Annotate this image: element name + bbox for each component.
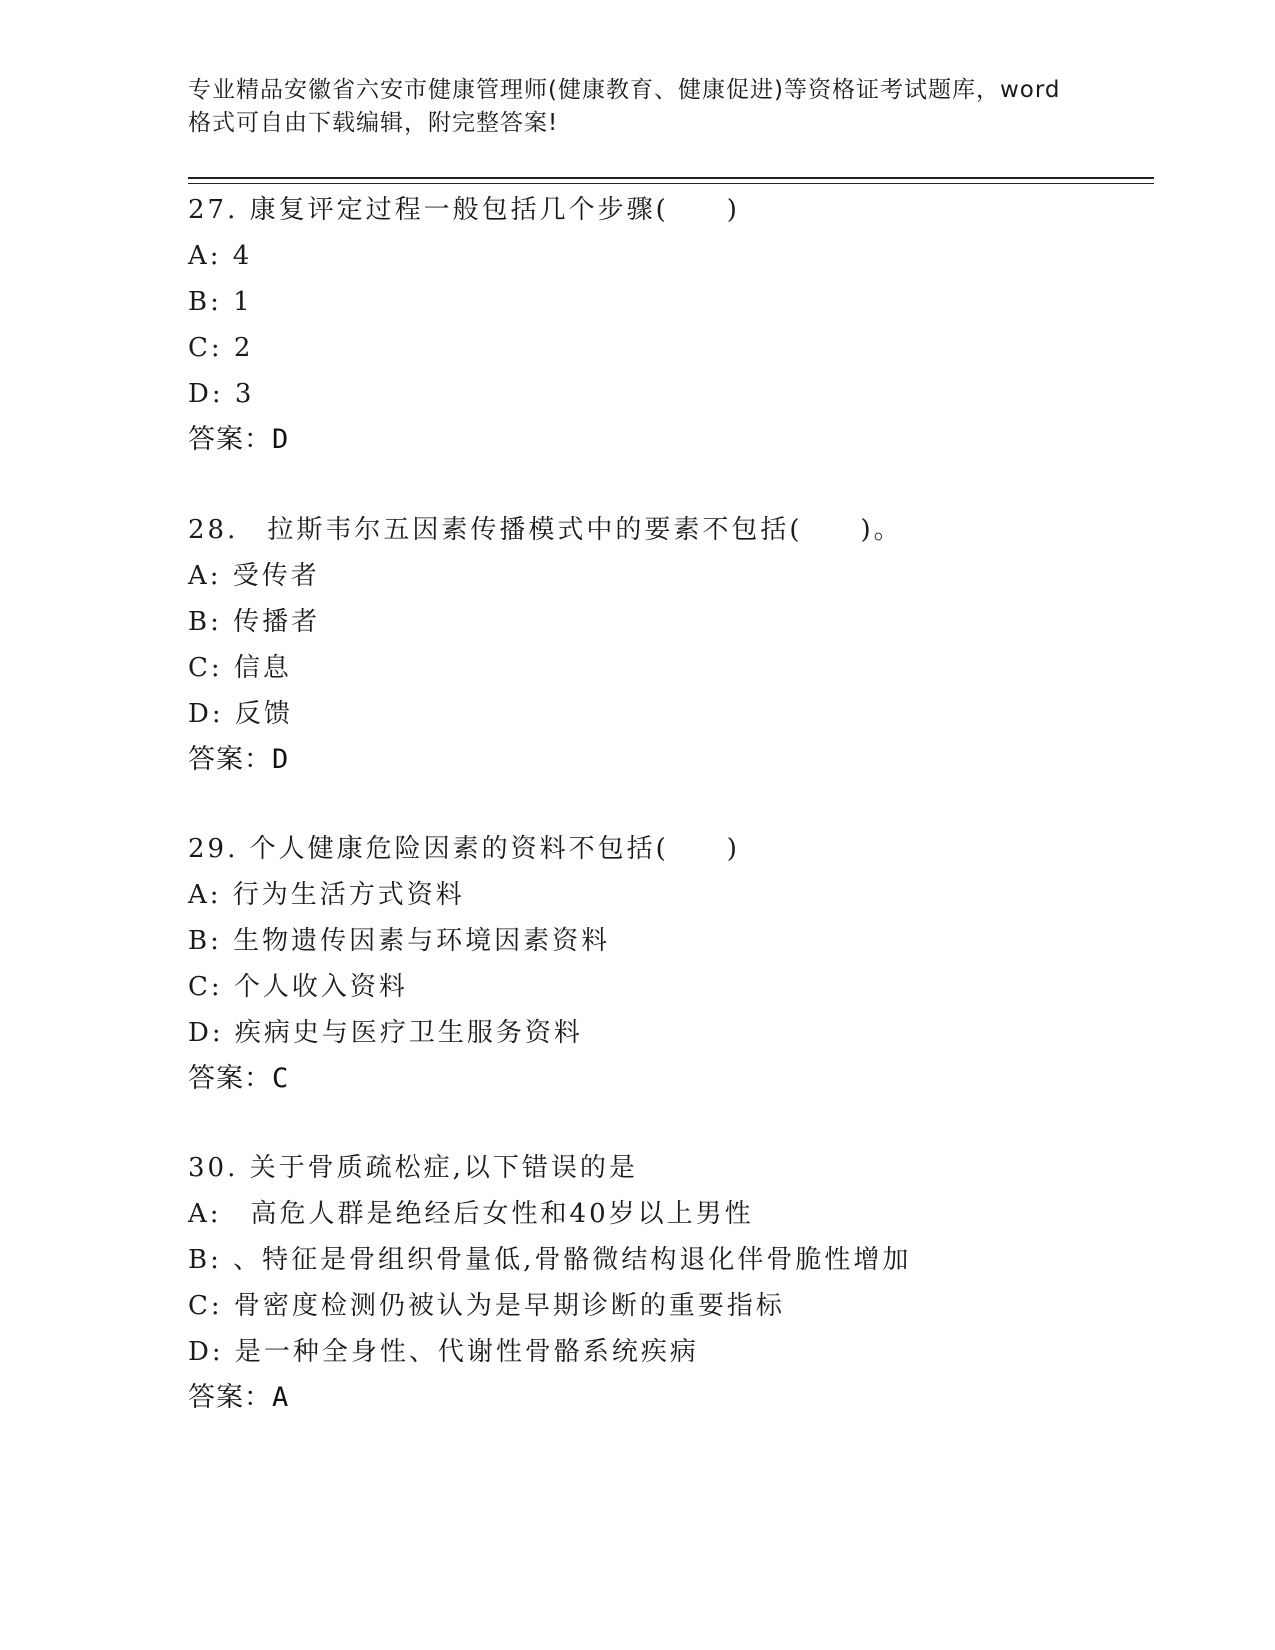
option-a: A: 高危人群是绝经后女性和40岁以上男性 <box>188 1199 754 1229</box>
answer-label: 答案： <box>188 1063 272 1094</box>
option-c: C: 骨密度检测仍被认为是早期诊断的重要指标 <box>188 1291 785 1321</box>
answer-line <box>188 737 1188 783</box>
option-b: B: 1 <box>188 287 253 317</box>
answer-label: 答案： <box>188 1382 272 1413</box>
option-c: C: 2 <box>188 333 254 363</box>
option-d: D: 疾病史与医疗卫生服务资料 <box>188 1018 583 1048</box>
answer-line <box>188 1056 1188 1102</box>
option-d: D: 是一种全身性、代谢性骨骼系统疾病 <box>188 1337 699 1367</box>
header-divider-thin <box>188 183 1154 184</box>
option-b: B: 传播者 <box>188 607 321 637</box>
header-divider-thick <box>188 177 1154 179</box>
answer-line <box>188 1375 1188 1421</box>
option-b: B: 、特征是骨组织骨量低,骨骼微结构退化伴骨脆性增加 <box>188 1245 912 1275</box>
answer-value: D <box>272 424 290 455</box>
question-27 <box>188 187 1188 463</box>
answer-value: D <box>272 744 290 775</box>
option-a: A: 4 <box>188 241 253 271</box>
answer-line <box>188 417 1188 463</box>
question-stem: 27. 康复评定过程一般包括几个步骤( ) <box>188 195 740 225</box>
answer-label: 答案： <box>188 744 272 775</box>
option-a: A: 受传者 <box>188 561 320 591</box>
question-stem: 29. 个人健康危险因素的资料不包括( ) <box>188 834 740 864</box>
document-header <box>188 74 1088 140</box>
question-stem: 28. 拉斯韦尔五因素传播模式中的要素不包括( )。 <box>188 515 903 545</box>
option-d: D: 反馈 <box>188 699 293 729</box>
question-30 <box>188 1145 1188 1421</box>
option-c: C: 个人收入资料 <box>188 972 408 1002</box>
header-line-1: 专业精品安徽省六安市健康管理师(健康教育、健康促进)等资格证考试题库，word <box>188 77 1061 103</box>
option-b: B: 生物遗传因素与环境因素资料 <box>188 926 611 956</box>
option-a: A: 行为生活方式资料 <box>188 880 465 910</box>
answer-label: 答案： <box>188 424 272 455</box>
answer-value: C <box>272 1063 290 1094</box>
answer-value: A <box>272 1382 290 1413</box>
question-29 <box>188 826 1188 1102</box>
question-28 <box>188 507 1188 783</box>
question-stem: 30. 关于骨质疏松症,以下错误的是 <box>188 1153 638 1183</box>
option-d: D: 3 <box>188 379 255 409</box>
option-c: C: 信息 <box>188 653 292 683</box>
header-line-2: 格式可自由下载编辑，附完整答案! <box>188 110 559 136</box>
